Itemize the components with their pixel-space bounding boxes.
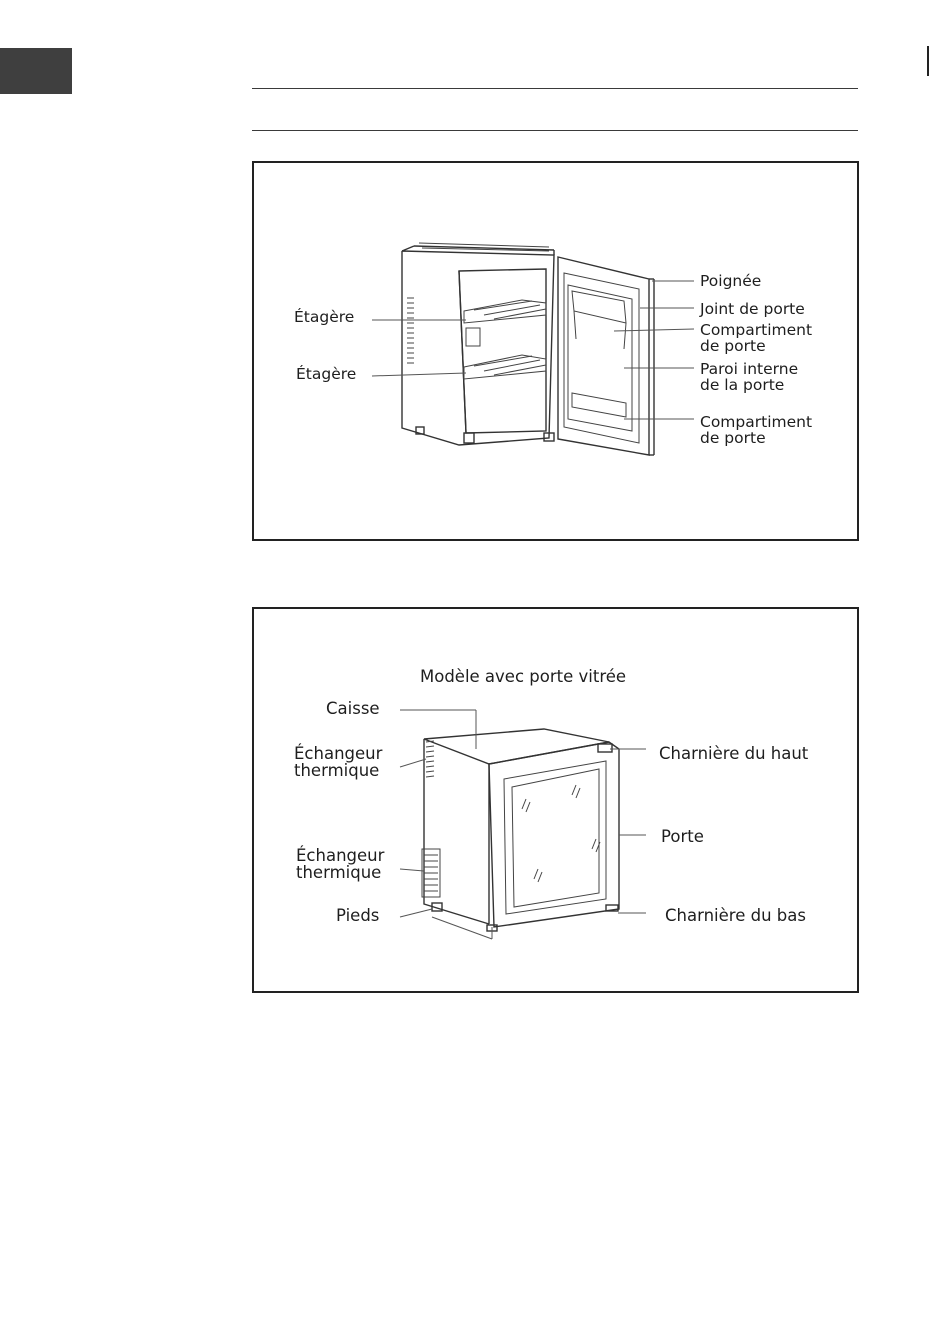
open-door [558,257,654,455]
label-heat-exchanger-bottom: Échangeur thermique [296,846,385,882]
label-door-compartment-bottom: Compartiment de porte [700,413,813,447]
figure-glass-door-model [252,607,859,993]
glass-door [489,742,619,927]
crop-mark [927,46,929,76]
label-bottom-hinge: Charnière du bas [665,906,806,925]
label-shelf-top: Étagère [294,308,355,326]
cabinet-side [424,739,489,924]
label-handle: Poignée [700,272,762,290]
feet [416,427,554,443]
heat-exchanger-top-vents [426,741,434,777]
header-rule-bottom [252,130,858,131]
figure-open-fridge [252,161,859,541]
shelf-lower [464,355,546,379]
label-feet: Pieds [336,906,380,925]
door-compartment-upper [572,291,626,349]
label-door: Porte [661,827,704,846]
top-hinge [598,744,612,752]
label-door-seal: Joint de porte [700,300,805,318]
heat-exchanger-bottom-vents [422,849,440,897]
language-tab-marker [0,48,72,94]
label-inner-door-wall: Paroi interne de la porte [700,360,799,394]
glass-reflections [522,785,600,882]
label-heat-exchanger-top: Échangeur thermique [294,744,383,780]
label-shelf-bottom: Étagère [296,365,357,383]
interior-light [466,328,480,346]
door-compartment-lower [572,393,626,417]
header-rule-top [252,88,858,89]
label-top-hinge: Charnière du haut [659,744,809,763]
cabinet-interior [459,269,546,433]
side-vents [407,298,414,363]
label-door-compartment-top: Compartiment de porte [700,321,813,355]
shelf-upper [464,300,546,323]
figure2-title: Modèle avec porte vitrée [420,667,627,686]
label-cabinet: Caisse [326,699,380,718]
